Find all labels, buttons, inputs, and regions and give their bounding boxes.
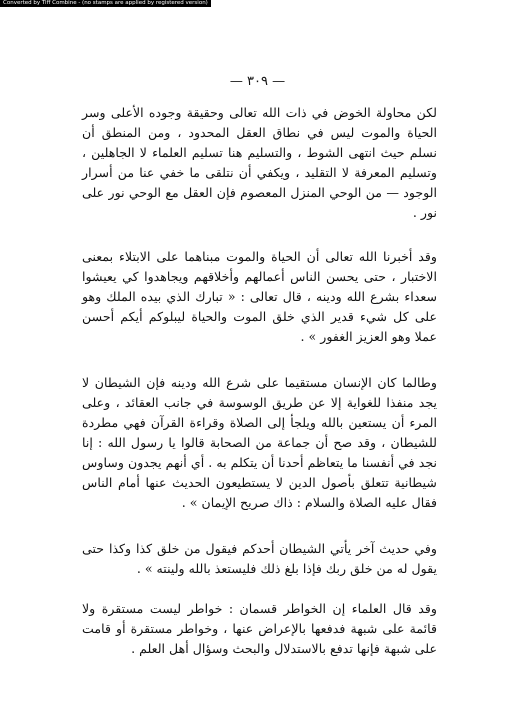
paragraph-types-of-thoughts: وقد قال العلماء إن الخواطر قسمان : خواطر ليست مستقرة ولا قائمة على شبهة فدفعها بالإعراض عنها ، وخواطر مستقرة أو قامت على شبهة فإنها تدفع بالاستدلال والبحث وسؤال أهل العلم . [82,601,437,656]
paragraph-life-and-death-trial: وقد أخبرنا الله تعالى أن الحياة والموت مبناهما على الابتلاء بمعنى الاختبار ، حتى يحسن الناس أعمالهم وأخلاقهم ويجاهدوا كي يعيشوا سعداء بشرع الله ودينه ، قال تعالى : « تبارك الذي بيده الملك وهو على كل شيء قدير الذي خلق الموت والحياة ليبلوكم أيكم أحسن عملا وهو العزيز الغفور » . [82,249,437,344]
paragraph-another-hadith: وفي حديث آخر يأتي الشيطان أحدكم فيقول من خلق كذا وكذا حتى يقول له من خلق ربك فإذا بلغ ذلك فليستعذ بالله ولينته » . [82,541,437,576]
paragraph-satanic-whispers: وطالما كان الإنسان مستقيما على شرع الله ودينه فإن الشيطان لا يجد منفذا للغواية إلا عن طريق الوسوسة في جانب العقائد ، وعلى المرء أن يستعين بالله ويلجأ إلى الصلاة وقراءة القرآن فهي مطردة للشيطان ، وقد صح أن جماعة من الصحابة قالوا يا رسول الله : إنا نجد في أنفسنا ما يتعاظم أحدنا أن يتكلم به . أي أنهم يجدون وساوس شيطانية تتعلق بأصول الدين لا يستطيعون الحديث عنها أمام الناس فقال عليه الصلاة والسلام : ذاك صريح الإيمان » . [82,375,437,510]
page-number: — ٣٠٩ — [229,74,286,89]
page-body [82,103,437,659]
converter-banner: Converted by Tiff Combine - (no stamps are applied by registered version) [0,0,211,7]
paragraph-limits-of-reason: لكن محاولة الخوض في ذات الله تعالى وحقيقة وجوده الأعلى وسر الحياة والموت ليس في نطاق العقل المحدود ، ومن المنطق أن نسلم حيث انتهى الشوط ، والتسليم هنا تسليم العلماء لا الجاهلين ، وتسليم المعرفة لا التقليد ، ويكفي أن نتلقى ما خفي عنا من أسرار الوجود — من الوحي المنزل المعصوم فإن العقل مع الوحي نور على نور . [82,105,437,220]
